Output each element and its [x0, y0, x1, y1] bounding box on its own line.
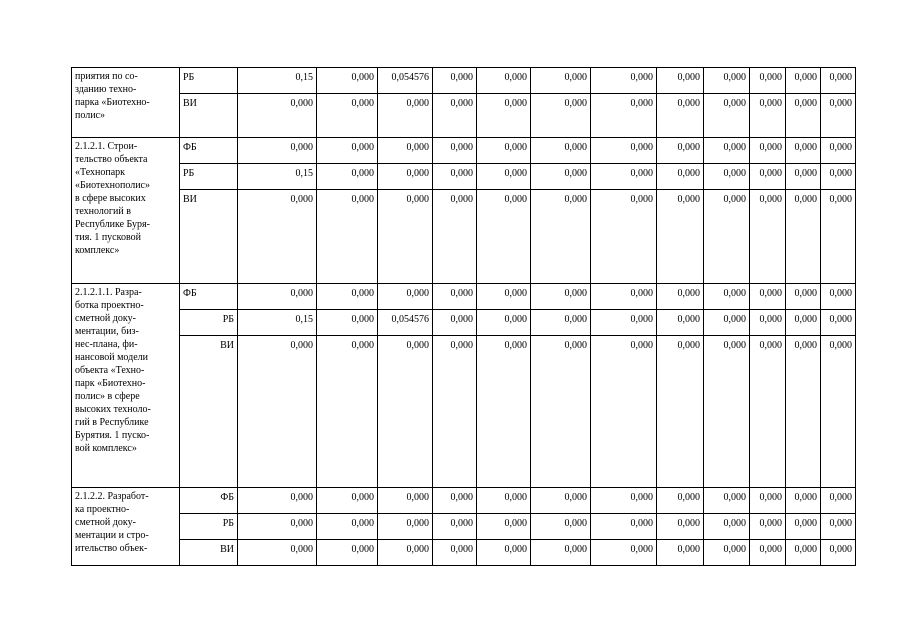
table-row	[72, 514, 856, 540]
value-cell: 0,000	[704, 310, 750, 336]
table-row	[72, 190, 856, 284]
value-cell: 0,000	[433, 284, 477, 310]
value-cell: 0,000	[704, 190, 750, 284]
value-cell: 0,054576	[378, 68, 433, 94]
value-cell: 0,000	[821, 190, 856, 284]
value-cell: 0,000	[821, 284, 856, 310]
value-cell: 0,054576	[378, 310, 433, 336]
funding-source-cell: ВИ	[180, 190, 238, 284]
value-cell: 0,000	[477, 94, 531, 138]
value-cell: 0,000	[531, 310, 591, 336]
funding-source-cell: ВИ	[180, 540, 238, 566]
value-cell: 0,000	[238, 138, 317, 164]
value-cell: 0,000	[704, 336, 750, 488]
value-cell: 0,000	[821, 164, 856, 190]
value-cell: 0,000	[378, 94, 433, 138]
value-cell: 0,000	[786, 138, 821, 164]
funding-source-cell: ФБ	[180, 284, 238, 310]
value-cell: 0,000	[531, 68, 591, 94]
value-cell: 0,000	[378, 284, 433, 310]
value-cell: 0,000	[477, 68, 531, 94]
table-row	[72, 68, 856, 94]
value-cell: 0,000	[821, 488, 856, 514]
value-cell: 0,000	[591, 164, 657, 190]
value-cell: 0,000	[477, 540, 531, 566]
value-cell: 0,000	[786, 514, 821, 540]
value-cell: 0,000	[477, 488, 531, 514]
value-cell: 0,000	[591, 94, 657, 138]
value-cell: 0,000	[378, 488, 433, 514]
value-cell: 0,000	[704, 284, 750, 310]
value-cell: 0,000	[750, 190, 786, 284]
value-cell: 0,000	[238, 190, 317, 284]
value-cell: 0,000	[238, 514, 317, 540]
value-cell: 0,000	[591, 190, 657, 284]
table-row	[72, 336, 856, 488]
value-cell: 0,000	[477, 164, 531, 190]
value-cell: 0,000	[704, 540, 750, 566]
value-cell: 0,000	[591, 284, 657, 310]
table-row	[72, 488, 856, 514]
value-cell: 0,000	[317, 68, 378, 94]
value-cell: 0,000	[704, 488, 750, 514]
funding-source-cell: ВИ	[180, 336, 238, 488]
value-cell: 0,000	[378, 540, 433, 566]
item-name-cell: 2.1.2.1. Строи- тельство объекта «Технопарк «Биотехнополис» в сфере высоких технологий в Республике Буря- тия. 1 пусковой комплекс»	[72, 138, 180, 284]
value-cell: 0,000	[786, 68, 821, 94]
value-cell: 0,000	[657, 94, 704, 138]
value-cell: 0,000	[750, 164, 786, 190]
funding-table	[71, 67, 856, 566]
value-cell: 0,000	[786, 540, 821, 566]
funding-source-cell: ФБ	[180, 138, 238, 164]
funding-source-cell: РБ	[180, 514, 238, 540]
value-cell: 0,000	[591, 488, 657, 514]
value-cell: 0,000	[433, 310, 477, 336]
value-cell: 0,000	[750, 488, 786, 514]
value-cell: 0,000	[821, 540, 856, 566]
value-cell: 0,000	[433, 68, 477, 94]
value-cell: 0,15	[238, 310, 317, 336]
value-cell: 0,000	[317, 336, 378, 488]
value-cell: 0,000	[317, 190, 378, 284]
value-cell: 0,000	[378, 138, 433, 164]
value-cell: 0,000	[657, 488, 704, 514]
value-cell: 0,000	[750, 336, 786, 488]
value-cell: 0,000	[657, 310, 704, 336]
value-cell: 0,000	[531, 514, 591, 540]
value-cell: 0,000	[657, 190, 704, 284]
value-cell: 0,000	[821, 94, 856, 138]
value-cell: 0,000	[238, 284, 317, 310]
value-cell: 0,000	[317, 540, 378, 566]
value-cell: 0,000	[433, 138, 477, 164]
value-cell: 0,000	[657, 164, 704, 190]
value-cell: 0,000	[704, 94, 750, 138]
table-row	[72, 164, 856, 190]
table-row	[72, 138, 856, 164]
value-cell: 0,000	[750, 514, 786, 540]
value-cell: 0,000	[750, 540, 786, 566]
value-cell: 0,000	[477, 138, 531, 164]
value-cell: 0,000	[657, 540, 704, 566]
value-cell: 0,000	[821, 68, 856, 94]
value-cell: 0,000	[378, 190, 433, 284]
value-cell: 0,000	[821, 310, 856, 336]
value-cell: 0,000	[786, 336, 821, 488]
value-cell: 0,000	[433, 488, 477, 514]
value-cell: 0,000	[378, 164, 433, 190]
value-cell: 0,000	[531, 190, 591, 284]
value-cell: 0,000	[238, 540, 317, 566]
value-cell: 0,000	[238, 488, 317, 514]
value-cell: 0,000	[591, 336, 657, 488]
value-cell: 0,000	[531, 488, 591, 514]
funding-source-cell: РБ	[180, 164, 238, 190]
funding-source-cell: ВИ	[180, 94, 238, 138]
table-row	[72, 310, 856, 336]
value-cell: 0,000	[750, 68, 786, 94]
value-cell: 0,000	[786, 190, 821, 284]
value-cell: 0,000	[433, 164, 477, 190]
value-cell: 0,000	[238, 336, 317, 488]
value-cell: 0,000	[477, 336, 531, 488]
value-cell: 0,000	[531, 336, 591, 488]
value-cell: 0,000	[821, 336, 856, 488]
value-cell: 0,000	[750, 310, 786, 336]
value-cell: 0,000	[821, 514, 856, 540]
table-row	[72, 540, 856, 566]
value-cell: 0,000	[477, 190, 531, 284]
value-cell: 0,000	[531, 138, 591, 164]
value-cell: 0,000	[433, 190, 477, 284]
value-cell: 0,000	[238, 94, 317, 138]
value-cell: 0,000	[317, 94, 378, 138]
value-cell: 0,000	[378, 336, 433, 488]
value-cell: 0,000	[786, 310, 821, 336]
value-cell: 0,000	[704, 514, 750, 540]
value-cell: 0,000	[657, 514, 704, 540]
value-cell: 0,000	[433, 94, 477, 138]
value-cell: 0,000	[317, 138, 378, 164]
funding-source-cell: ФБ	[180, 488, 238, 514]
value-cell: 0,000	[657, 336, 704, 488]
value-cell: 0,000	[591, 514, 657, 540]
value-cell: 0,000	[477, 284, 531, 310]
item-name-cell: 2.1.2.2. Разработ- ка проектно- сметной доку- ментации и стро- ительство объек-	[72, 488, 180, 566]
value-cell: 0,000	[786, 94, 821, 138]
value-cell: 0,000	[433, 514, 477, 540]
value-cell: 0,000	[531, 164, 591, 190]
value-cell: 0,000	[433, 336, 477, 488]
value-cell: 0,000	[433, 540, 477, 566]
value-cell: 0,000	[704, 68, 750, 94]
table-row	[72, 94, 856, 138]
value-cell: 0,000	[786, 164, 821, 190]
value-cell: 0,000	[750, 284, 786, 310]
value-cell: 0,000	[750, 138, 786, 164]
value-cell: 0,000	[591, 138, 657, 164]
value-cell: 0,000	[378, 514, 433, 540]
value-cell: 0,000	[657, 68, 704, 94]
item-name-cell: 2.1.2.1.1. Разра- ботка проектно- сметной доку- ментации, биз- нес-плана, фи- нансовой модели объекта «Техно- парк «Биотехно- полис» в сфере высоких техноло- гий в Республике Бурятия. 1 пуско- вой комплекс»	[72, 284, 180, 488]
document-page	[71, 67, 856, 566]
value-cell: 0,000	[591, 310, 657, 336]
value-cell: 0,000	[704, 138, 750, 164]
value-cell: 0,000	[317, 284, 378, 310]
value-cell: 0,000	[591, 68, 657, 94]
value-cell: 0,000	[317, 514, 378, 540]
table-row	[72, 284, 856, 310]
value-cell: 0,000	[657, 138, 704, 164]
value-cell: 0,000	[531, 94, 591, 138]
value-cell: 0,000	[704, 164, 750, 190]
item-name-cell: приятия по со- зданию техно- парка «Биотехно- полис»	[72, 68, 180, 138]
value-cell: 0,000	[477, 310, 531, 336]
value-cell: 0,000	[821, 138, 856, 164]
value-cell: 0,000	[317, 488, 378, 514]
value-cell: 0,000	[531, 284, 591, 310]
value-cell: 0,000	[531, 540, 591, 566]
value-cell: 0,000	[786, 488, 821, 514]
value-cell: 0,000	[750, 94, 786, 138]
value-cell: 0,000	[477, 514, 531, 540]
value-cell: 0,000	[591, 540, 657, 566]
funding-source-cell: РБ	[180, 310, 238, 336]
value-cell: 0,000	[317, 310, 378, 336]
funding-source-cell: РБ	[180, 68, 238, 94]
value-cell: 0,000	[657, 284, 704, 310]
value-cell: 0,15	[238, 68, 317, 94]
value-cell: 0,15	[238, 164, 317, 190]
value-cell: 0,000	[786, 284, 821, 310]
value-cell: 0,000	[317, 164, 378, 190]
